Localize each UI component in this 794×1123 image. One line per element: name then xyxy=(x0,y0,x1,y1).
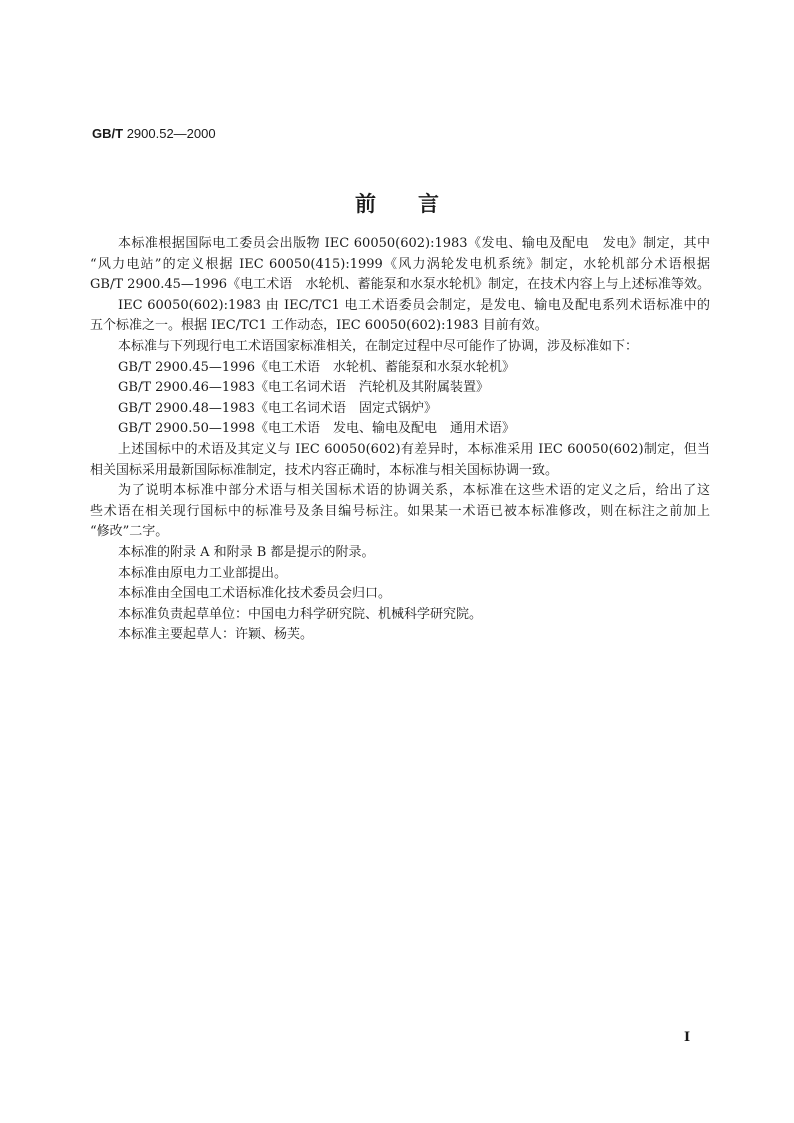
foreword-body xyxy=(90,234,710,646)
text-line: 为了说明本标准中部分术语与相关国标术语的协调关系，本标准在这些术语的定义之后，给出了这 xyxy=(118,483,710,499)
standard-code xyxy=(92,126,216,141)
text-line: GB/T 2900.50—1998《电工术语 发电、输电及配电 通用术语》 xyxy=(118,421,515,437)
standard-code-prefix: GB/T xyxy=(92,126,124,141)
page-number: I xyxy=(684,1030,691,1045)
text-line: IEC 60050(602):1983 由 IEC/TC1 电工术语委员会制定，是发电、输电及配电系列术语标准中的 xyxy=(118,297,710,313)
text-line: 本标准主要起草人：许颖、杨芙。 xyxy=(118,627,314,643)
text-line: “修改”二字。 xyxy=(90,524,169,540)
standard-code-number: 2900.52—2000 xyxy=(126,126,216,141)
text-line: 本标准由原电力工业部提出。 xyxy=(118,565,288,581)
text-line: 本标准与下列现行电工术语国家标准相关，在制定过程中尽可能作了协调，涉及标准如下： xyxy=(118,338,639,354)
text-line: GB/T 2900.45—1996《电工术语 水轮机、蓄能泵和水泵水轮机》 xyxy=(118,359,515,375)
text-line: 五个标准之一。根据 IEC/TC1 工作动态，IEC 60050(602):1983 目前有效。 xyxy=(90,318,548,334)
text-line: 本标准根据国际电工委员会出版物 IEC 60050(602):1983《发电、输电及配电 发电》制定，其中 xyxy=(118,236,710,251)
text-line: 相关国标采用最新国际标准制定，技术内容正确时，本标准与相关国标协调一致。 xyxy=(90,462,559,478)
text-line: 本标准由全国电工术语标准化技术委员会归口。 xyxy=(118,586,392,602)
text-line: 些术语在相关现行国标中的标准号及条目编号标注。如果某一术语已被本标准修改，则在标注之前加上 xyxy=(90,503,710,519)
text-line: GB/T 2900.45—1996《电工术语 水轮机、蓄能泵和水泵水轮机》制定，在技术内容上与上述标准等效。 xyxy=(90,277,710,293)
text-line: “风力电站”的定义根据 IEC 60050(415):1999《风力涡轮发电机系统》制定，水轮机部分术语根据 xyxy=(90,256,710,272)
page-title: 前言 xyxy=(355,191,481,216)
text-line: GB/T 2900.46—1983《电工名词术语 汽轮机及其附属装置》 xyxy=(118,380,489,396)
text-line: 本标准负责起草单位：中国电力科学研究院、机械科学研究院。 xyxy=(118,606,483,622)
text-line: GB/T 2900.48—1983《电工名词术语 固定式锅炉》 xyxy=(118,400,437,416)
text-line: 本标准的附录 A 和附录 B 都是提示的附录。 xyxy=(118,544,375,560)
text-line: 上述国标中的术语及其定义与 IEC 60050(602)有差异时，本标准采用 IEC 60050(602)制定，但当 xyxy=(118,441,710,457)
